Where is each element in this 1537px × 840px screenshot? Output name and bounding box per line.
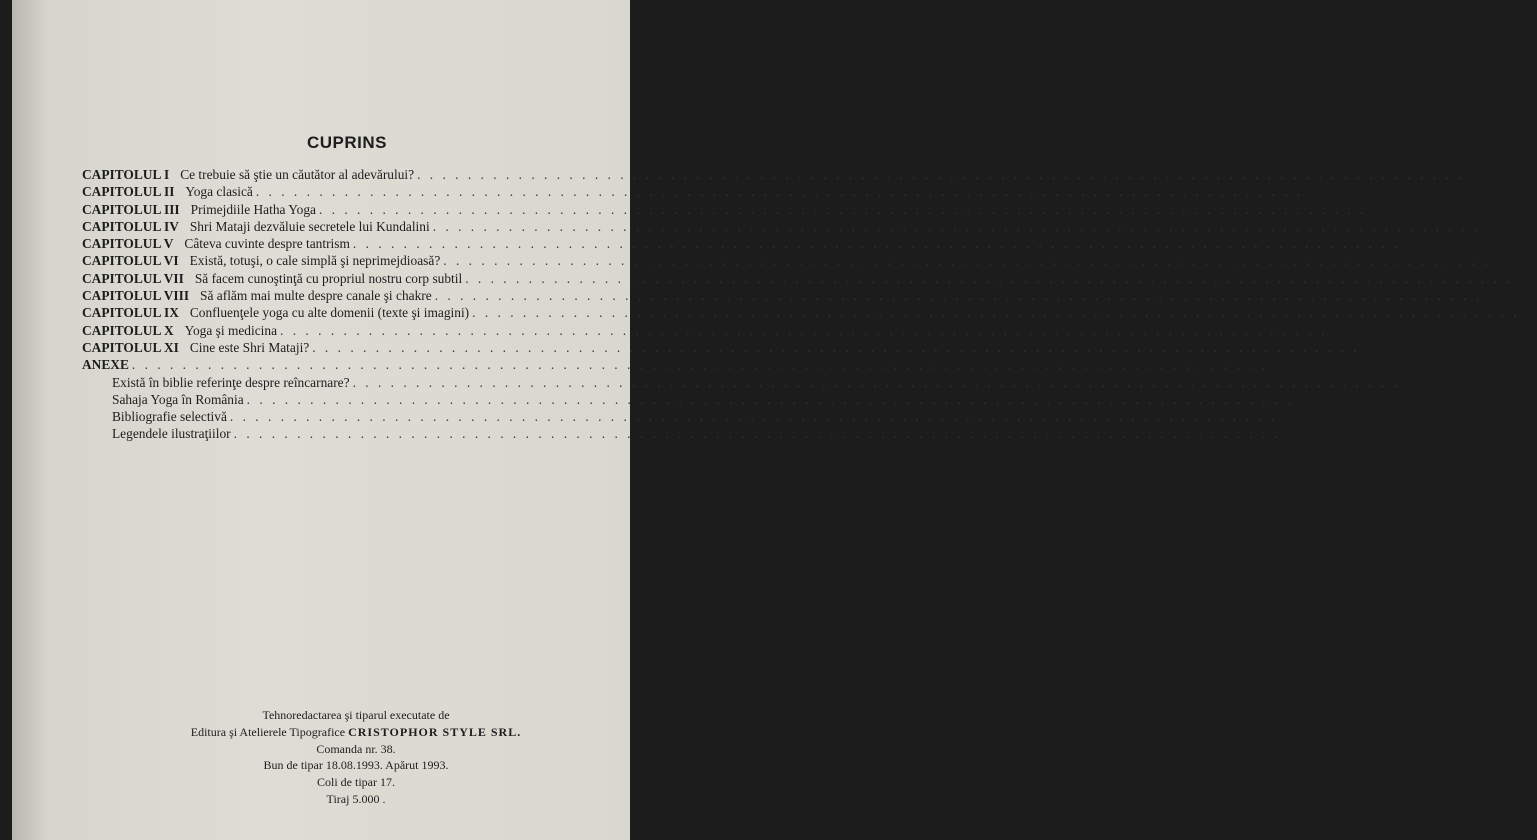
chapter-page: 11 <box>1307 184 1321 200</box>
annex-item <box>82 425 1298 442</box>
chapter-label: CAPITOLUL I <box>82 167 170 182</box>
toc-entry <box>82 201 1384 218</box>
chapter-label: CAPITOLUL XI <box>82 339 179 355</box>
chapter-label: CAPITOLUL VI <box>82 253 179 269</box>
toc-entry <box>82 218 1498 235</box>
leader-dots: . . . . . . . . . . . . . . . . . . . . . . . . . . . . . . . . . . . . . . . . . . . . . . . . . . . . . . . . . . . . . . . . . . . . . . . . . . . . . . . . . . . <box>352 374 1400 390</box>
leader-dots: . . . . . . . . . . . . . . . . . . . . . . . . . . . . . . . . . . . . . . . . . . . . . . . . . . . . . . . . . . . . . . . . . . . . . . . . . . . . . . . . . . . <box>465 270 1513 286</box>
leader-dots: . . . . . . . . . . . . . . . . . . . . . . . . . . . . . . . . . . . . . . . . . . . . . . . . . . . . . . . . . . . . . . . . . . . . . . . . . . . . . . . . . . . <box>318 201 1367 217</box>
annex-item <box>82 374 1417 391</box>
toc-entry <box>82 287 1500 304</box>
chapter-title: Câteva cuvinte despre tantrism <box>184 236 350 252</box>
chapter-title: Ce trebuie să ştie un căutător al adevărului? <box>180 167 415 182</box>
page-title: CUPRINS <box>306 133 387 152</box>
chapter-page: 21 <box>1403 236 1418 252</box>
annex-item <box>82 391 1312 408</box>
leader-dots: . . . . . . . . . . . . . . . . . . . . . . . . . . . . . . . . . . . . . . . . . . . . . . . . . . . . . . . . . . . . . . . . . . . . . . . . . . . . . . . . . . . <box>255 184 1304 200</box>
colophon-line <box>82 724 630 741</box>
annex-list <box>82 374 1417 443</box>
annex-item-page: 90 <box>1280 409 1295 425</box>
leader-dots: . . . . . . . . . . . . . . . . . . . . . . . . . . . . . . . . . . . . . . . . . . . . . . . . . . . . . . . . . . . . . . . . . . . . . . . . . . . . . . . . . . . <box>434 288 1483 304</box>
chapter-page: 7 <box>1474 167 1482 182</box>
chapter-title: Să aflăm mai multe despre canale şi chakre <box>200 288 432 304</box>
annex-item-title: Legendele ilustraţiilor <box>112 426 231 442</box>
chapter-title: Să facem cunoştinţă cu propriul nostru corp subtil <box>194 270 463 286</box>
colophon-line: Bun de tipar 18.08.1993. Apărut 1993. <box>263 758 449 773</box>
colophon-publisher-prefix: Editura şi Atelierele Tipografice <box>190 724 346 739</box>
leader-dots: . . . . . . . . . . . . . . . . . . . . . . . . . . . . . . . . . . . . . . . . . . . . . . . . . . . . . . . . . . . . . . . . . . . . . . . . . . . . . . . . . . . <box>443 253 1491 269</box>
chapter-label: CAPITOLUL X <box>82 322 174 338</box>
chapter-list <box>82 166 1537 356</box>
chapter-page: 79 <box>1363 339 1377 355</box>
annex-item-page: 85 <box>1403 374 1417 390</box>
colophon-line: Comanda nr. 38. <box>316 741 396 756</box>
annex-item-page: 91 <box>1284 426 1298 442</box>
chapter-page: 15 <box>1369 201 1384 217</box>
chapter-label: CAPITOLUL IV <box>82 218 179 234</box>
chapter-label: CAPITOLUL VIII <box>82 288 190 304</box>
chapter-page: 25 <box>1494 253 1508 269</box>
chapter-title: Cine este Shri Mataji? <box>189 339 310 355</box>
leader-dots: . . . . . . . . . . . . . . . . . . . . . . . . . . . . . . . . . . . . . . . . . . . . . . . . . . . . . . . . . . . . . . . . . . . . . . . . . . . . . . . . . . . <box>312 339 1360 355</box>
leader-dots: . . . . . . . . . . . . . . . . . . . . . . . . . . . . . . . . . . . . . . . . . . . . . . . . . . . . . . . . . . . . . . . . . . . . . . . . . . . . . . . . . . . <box>233 426 1281 442</box>
chapter-page: 19 <box>1483 218 1498 234</box>
toc-entry <box>82 166 1482 183</box>
chapter-page: 73 <box>1331 322 1345 338</box>
chapter-title: Yoga clasică <box>185 184 253 200</box>
toc-entry <box>82 252 1508 269</box>
chapter-page: 49 <box>1523 305 1537 321</box>
book-page <box>12 0 1537 840</box>
chapter-title: Shri Mataji dezvăluie secretele lui Kundalini <box>189 218 430 234</box>
annex-label: ANEXE <box>82 357 129 373</box>
leader-dots: . . . . . . . . . . . . . . . . . . . . . . . . . . . . . . . . . . . . . . . . . . . . . . . . . . . . . . . . . . . . . . . . . . . . . . . . . . . . . . . . . . . <box>472 305 1520 321</box>
annex-page: 83 <box>1271 357 1286 373</box>
annex-item <box>82 408 1295 425</box>
toc-entry <box>82 339 1377 356</box>
leader-dots: . . . . . . . . . . . . . . . . . . . . . . . . . . . . . . . . . . . . . . . . . . . . . . . . . . . . . . . . . . . . . . . . . . . . . . . . . . . . . . . . . . . <box>417 167 1465 182</box>
chapter-title: Confluenţele yoga cu alte domenii (texte şi imagini) <box>189 305 470 321</box>
chapter-page: 31 <box>1516 270 1530 286</box>
leader-dots: . . . . . . . . . . . . . . . . . . . . . . . . . . . . . . . . . . . . . . . . . . . . . . . . . . . . . . . . . . . . . . . . . . . . . . . . . . . . . . . . . . . <box>229 409 1278 425</box>
chapter-label: CAPITOLUL VII <box>82 270 184 286</box>
colophon <box>12 707 630 808</box>
leader-dots: . . . . . . . . . . . . . . . . . . . . . . . . . . . . . . . . . . . . . . . . . . . . . . . . . . . . . . . . . . . . . . . . . . . . . . . . . . . . . . . . . . . . . . . . . . <box>131 357 1269 373</box>
annex-item-page: 87 <box>1297 391 1312 407</box>
leader-dots: . . . . . . . . . . . . . . . . . . . . . . . . . . . . . . . . . . . . . . . . . . . . . . . . . . . . . . . . . . . . . . . . . . . . . . . . . . . . . . . . . . . <box>432 218 1481 234</box>
colophon-line: Coli de tipar 17. <box>317 775 395 790</box>
leader-dots: . . . . . . . . . . . . . . . . . . . . . . . . . . . . . . . . . . . . . . . . . . . . . . . . . . . . . . . . . . . . . . . . . . . . . . . . . . . . . . . . . . . <box>352 236 1401 252</box>
toc-entry <box>82 304 1537 321</box>
toc-entry <box>82 322 1345 339</box>
toc-entry <box>82 183 1321 200</box>
chapter-title: Primejdiile Hatha Yoga <box>190 201 316 217</box>
colophon-line: Tehnoredactarea şi tiparul executate de <box>262 708 450 722</box>
leader-dots: . . . . . . . . . . . . . . . . . . . . . . . . . . . . . . . . . . . . . . . . . . . . . . . . . . . . . . . . . . . . . . . . . . . . . . . . . . . . . . . . . . . <box>246 391 1295 407</box>
leader-dots: . . . . . . . . . . . . . . . . . . . . . . . . . . . . . . . . . . . . . . . . . . . . . . . . . . . . . . . . . . . . . . . . . . . . . . . . . . . . . . . . . . . <box>280 322 1328 338</box>
chapter-title: Există, totuşi, o cale simplă şi neprimejdioasă? <box>189 253 441 269</box>
chapter-label: CAPITOLUL IX <box>82 305 179 321</box>
colophon-line: Tiraj 5.000 . <box>326 791 386 806</box>
chapter-label: CAPITOLUL V <box>82 236 174 252</box>
toc-entry <box>82 270 1530 287</box>
chapter-page: 35 <box>1485 288 1500 304</box>
table-of-contents <box>82 166 1537 443</box>
chapter-label: CAPITOLUL II <box>82 184 175 200</box>
colophon-publisher-name: CRISTOPHOR STYLE SRL. <box>348 724 522 739</box>
chapter-title: Yoga şi medicina <box>184 322 278 338</box>
toc-entry <box>82 235 1418 252</box>
annex-entry <box>82 356 1286 373</box>
annex-item-title: Bibliografie selectivă <box>112 409 227 425</box>
annex-item-title: Există în biblie referinţe despre reîncarnare? <box>112 374 350 390</box>
annex-item-title: Sahaja Yoga în România <box>112 391 244 407</box>
chapter-label: CAPITOLUL III <box>82 201 180 217</box>
